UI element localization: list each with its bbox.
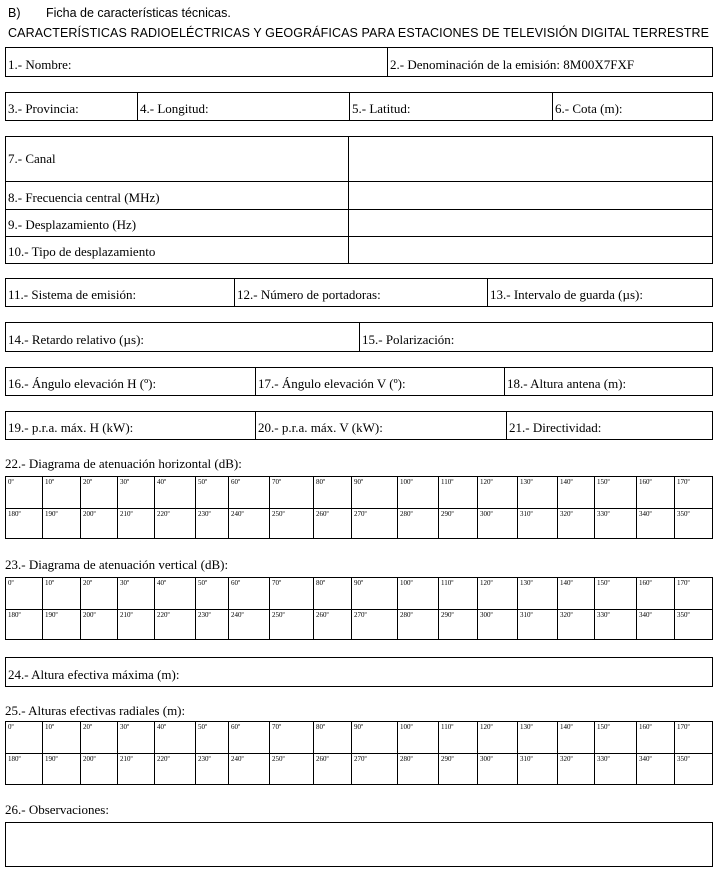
angle-cell[interactable]: 170º	[674, 722, 712, 753]
angle-cell[interactable]: 100º	[397, 722, 438, 753]
section-delay	[5, 322, 713, 352]
angle-cell[interactable]: 110º	[438, 578, 477, 609]
angle-cell[interactable]: 10º	[42, 578, 80, 609]
angle-cell[interactable]: 190º	[42, 610, 80, 640]
angle-cell[interactable]: 310º	[517, 754, 557, 784]
grid-row-bottom	[6, 753, 712, 784]
field-portadoras[interactable]	[234, 279, 487, 306]
angle-cell[interactable]: 80º	[313, 722, 351, 753]
grid-atenuacion-vertical	[5, 577, 713, 640]
angle-cell[interactable]: 240º	[228, 509, 269, 539]
field-provincia[interactable]	[6, 93, 137, 120]
angle-cell[interactable]: 310º	[517, 509, 557, 539]
angle-cell[interactable]: 50º	[195, 722, 228, 753]
label-diagrama-horizontal: 22.- Diagrama de atenuación horizontal (dB):	[5, 456, 242, 471]
angle-cell[interactable]: 250º	[269, 754, 313, 784]
angle-cell[interactable]: 250º	[269, 610, 313, 640]
angle-cell[interactable]: 10º	[42, 722, 80, 753]
angle-cell[interactable]: 120º	[477, 722, 517, 753]
field-label: 3.- Provincia:	[8, 101, 79, 116]
field-canal[interactable]	[348, 137, 712, 181]
section-system	[5, 278, 713, 307]
field-label: 7.- Canal	[8, 151, 56, 166]
angle-cell[interactable]: 160º	[636, 477, 674, 508]
field-nombre[interactable]	[6, 48, 387, 76]
section-letter: B)	[8, 6, 21, 20]
angle-cell[interactable]: 140º	[557, 722, 594, 753]
field-label: 12.- Número de portadoras:	[237, 287, 381, 302]
field-label: 16.- Ángulo elevación H (º):	[8, 376, 157, 391]
angle-cell[interactable]: 110º	[438, 477, 477, 508]
angle-cell[interactable]: 50º	[195, 477, 228, 508]
grid-row-top	[6, 578, 712, 609]
angle-cell[interactable]: 160º	[636, 722, 674, 753]
section-channel	[5, 136, 713, 264]
field-sistema[interactable]	[6, 279, 234, 306]
field-label: 18.- Altura antena (m):	[507, 376, 627, 391]
label-alturas-radiales: 25.- Alturas efectivas radiales (m):	[5, 703, 186, 718]
field-longitud[interactable]	[137, 93, 349, 120]
grid-alturas-radiales	[5, 721, 713, 785]
angle-cell[interactable]: 260º	[313, 509, 351, 539]
field-label: 8.- Frecuencia central (MHz)	[8, 190, 160, 205]
angle-cell[interactable]: 240º	[228, 610, 269, 640]
angle-cell[interactable]: 290º	[438, 509, 477, 539]
angle-cell[interactable]: 350º	[674, 610, 712, 640]
angle-cell[interactable]: 20º	[80, 477, 117, 508]
angle-cell[interactable]: 310º	[517, 610, 557, 640]
angle-cell[interactable]: 220º	[154, 509, 195, 539]
field-directividad[interactable]	[506, 412, 712, 439]
field-intervalo-guarda[interactable]	[487, 279, 712, 306]
angle-cell[interactable]: 30º	[117, 578, 154, 609]
angle-cell[interactable]: 120º	[477, 578, 517, 609]
section-altura-efectiva	[5, 657, 713, 687]
field-angulo-v[interactable]	[255, 368, 504, 395]
angle-cell[interactable]: 250º	[269, 509, 313, 539]
angle-cell[interactable]: 270º	[351, 754, 397, 784]
angle-cell[interactable]: 190º	[42, 754, 80, 784]
angle-cell[interactable]: 200º	[80, 754, 117, 784]
angle-cell[interactable]: 70º	[269, 722, 313, 753]
angle-cell[interactable]: 10º	[42, 477, 80, 508]
field-desplazamiento[interactable]	[348, 210, 712, 236]
angle-cell[interactable]: 170º	[674, 477, 712, 508]
field-label: 14.- Retardo relativo (µs):	[8, 332, 145, 347]
angle-cell[interactable]: 40º	[154, 477, 195, 508]
angle-cell[interactable]: 300º	[477, 754, 517, 784]
angle-cell[interactable]: 340º	[636, 509, 674, 539]
angle-cell[interactable]: 220º	[154, 754, 195, 784]
field-latitud[interactable]	[349, 93, 552, 120]
field-cota[interactable]	[552, 93, 712, 120]
field-label: 20.- p.r.a. máx. V (kW):	[258, 420, 383, 435]
angle-cell[interactable]: 340º	[636, 754, 674, 784]
field-label: 15.- Polarización:	[362, 332, 455, 347]
angle-cell[interactable]: 190º	[42, 509, 80, 539]
field-observaciones[interactable]	[5, 822, 713, 867]
angle-cell[interactable]: 200º	[80, 610, 117, 640]
field-angulo-h[interactable]	[6, 368, 255, 395]
row-frecuencia	[6, 181, 712, 209]
angle-cell[interactable]: 180º	[8, 509, 21, 518]
angle-cell[interactable]: 110º	[438, 722, 477, 753]
angle-cell[interactable]: 320º	[557, 754, 594, 784]
grid-atenuacion-horizontal	[5, 476, 713, 539]
angle-cell[interactable]: 270º	[351, 610, 397, 640]
angle-cell[interactable]: 230º	[195, 754, 228, 784]
grid-row-top	[6, 477, 712, 508]
field-frecuencia[interactable]	[348, 182, 712, 209]
angle-cell[interactable]: 90º	[351, 477, 397, 508]
angle-cell[interactable]: 130º	[517, 578, 557, 609]
angle-cell[interactable]: 260º	[313, 754, 351, 784]
angle-cell[interactable]: 120º	[477, 477, 517, 508]
angle-cell[interactable]: 280º	[397, 610, 438, 640]
angle-cell[interactable]: 210º	[117, 754, 154, 784]
angle-cell[interactable]: 140º	[557, 578, 594, 609]
field-altura-antena[interactable]	[504, 368, 712, 395]
angle-cell[interactable]: 0º	[8, 478, 14, 486]
angle-cell[interactable]: 260º	[313, 610, 351, 640]
angle-cell[interactable]: 290º	[438, 610, 477, 640]
angle-cell[interactable]: 0º	[8, 579, 14, 587]
angle-cell[interactable]: 230º	[195, 610, 228, 640]
label-diagrama-vertical: 23.- Diagrama de atenuación vertical (dB):	[5, 557, 229, 572]
field-label: 9.- Desplazamiento (Hz)	[8, 217, 137, 232]
grid-row-bottom	[6, 609, 712, 640]
angle-cell[interactable]: 80º	[313, 578, 351, 609]
angle-cell[interactable]: 270º	[351, 509, 397, 539]
angle-cell[interactable]: 340º	[636, 610, 674, 640]
field-label: 19.- p.r.a. máx. H (kW):	[8, 420, 134, 435]
field-pra-h[interactable]	[6, 412, 255, 439]
angle-cell[interactable]: 330º	[594, 610, 636, 640]
section-power	[5, 411, 713, 440]
angle-cell[interactable]: 70º	[269, 477, 313, 508]
field-label: 10.- Tipo de desplazamiento	[8, 244, 156, 259]
angle-cell[interactable]: 210º	[117, 509, 154, 539]
grid-row-bottom	[6, 508, 712, 539]
angle-cell[interactable]: 150º	[594, 722, 636, 753]
field-label: 1.- Nombre:	[8, 57, 72, 72]
field-retardo[interactable]	[6, 323, 359, 351]
section-name	[5, 47, 713, 77]
row-canal	[6, 137, 712, 181]
angle-cell[interactable]: 20º	[80, 722, 117, 753]
angle-cell[interactable]: 280º	[397, 509, 438, 539]
field-denominacion[interactable]	[387, 48, 712, 76]
angle-cell[interactable]: 170º	[674, 578, 712, 609]
angle-cell[interactable]: 100º	[397, 477, 438, 508]
field-label: 4.- Longitud:	[140, 101, 209, 116]
field-tipo-desplazamiento[interactable]	[348, 237, 712, 263]
angle-cell[interactable]: 330º	[594, 509, 636, 539]
angle-cell[interactable]: 240º	[228, 754, 269, 784]
angle-cell[interactable]: 130º	[517, 477, 557, 508]
angle-cell[interactable]: 300º	[477, 610, 517, 640]
angle-cell[interactable]: 150º	[594, 477, 636, 508]
angle-cell[interactable]: 60º	[228, 578, 269, 609]
field-label: 5.- Latitud:	[352, 101, 411, 116]
angle-cell[interactable]: 150º	[594, 578, 636, 609]
angle-cell[interactable]: 100º	[397, 578, 438, 609]
angle-cell[interactable]: 300º	[477, 509, 517, 539]
field-altura-efectiva-maxima[interactable]	[6, 658, 712, 686]
angle-cell[interactable]: 290º	[438, 754, 477, 784]
angle-cell[interactable]: 90º	[351, 722, 397, 753]
angle-cell[interactable]: 40º	[154, 722, 195, 753]
field-label: 6.- Cota (m):	[555, 101, 623, 116]
angle-cell[interactable]: 220º	[154, 610, 195, 640]
angle-cell[interactable]: 180º	[8, 755, 21, 763]
field-polarizacion[interactable]	[359, 323, 712, 351]
field-label: 24.- Altura efectiva máxima (m):	[8, 667, 180, 682]
section-location	[5, 92, 713, 121]
angle-cell[interactable]: 80º	[313, 477, 351, 508]
field-label: 2.- Denominación de la emisión: 8M00X7FXF	[390, 57, 635, 72]
angle-cell[interactable]: 330º	[594, 754, 636, 784]
angle-cell[interactable]: 320º	[557, 509, 594, 539]
field-label: 21.- Directividad:	[509, 420, 602, 435]
field-label: 17.- Ángulo elevación V (º):	[258, 376, 406, 391]
label-observaciones: 26.- Observaciones:	[5, 802, 109, 817]
angle-cell[interactable]: 350º	[674, 509, 712, 539]
angle-cell[interactable]: 60º	[228, 722, 269, 753]
angle-cell[interactable]: 280º	[397, 754, 438, 784]
angle-cell[interactable]: 20º	[80, 578, 117, 609]
angle-cell[interactable]: 0º	[8, 723, 14, 731]
field-label: 13.- Intervalo de guarda (µs):	[490, 287, 643, 302]
field-pra-v[interactable]	[255, 412, 506, 439]
row-desplazamiento	[6, 209, 712, 236]
angle-cell[interactable]: 140º	[557, 477, 594, 508]
form-title: CARACTERÍSTICAS RADIOELÉCTRICAS Y GEOGRÁFICAS PARA ESTACIONES DE TELEVISIÓN DIGITAL TERRESTRE	[8, 26, 710, 40]
section-title: Ficha de características técnicas.	[46, 6, 231, 20]
angle-cell[interactable]: 40º	[154, 578, 195, 609]
angle-cell[interactable]: 180º	[8, 610, 21, 619]
angle-cell[interactable]: 70º	[269, 578, 313, 609]
section-elevation	[5, 367, 713, 396]
angle-cell[interactable]: 200º	[80, 509, 117, 539]
row-tipo-desplazamiento	[6, 236, 712, 263]
angle-cell[interactable]: 320º	[557, 610, 594, 640]
angle-cell[interactable]: 50º	[195, 578, 228, 609]
angle-cell[interactable]: 210º	[117, 610, 154, 640]
angle-cell[interactable]: 30º	[117, 477, 154, 508]
angle-cell[interactable]: 350º	[674, 754, 712, 784]
angle-cell[interactable]: 60º	[228, 477, 269, 508]
angle-cell[interactable]: 160º	[636, 578, 674, 609]
angle-cell[interactable]: 30º	[117, 722, 154, 753]
field-label: 11.- Sistema de emisión:	[8, 287, 137, 302]
angle-cell[interactable]: 130º	[517, 722, 557, 753]
grid-row-top	[6, 722, 712, 753]
angle-cell[interactable]: 90º	[351, 578, 397, 609]
angle-cell[interactable]: 230º	[195, 509, 228, 539]
